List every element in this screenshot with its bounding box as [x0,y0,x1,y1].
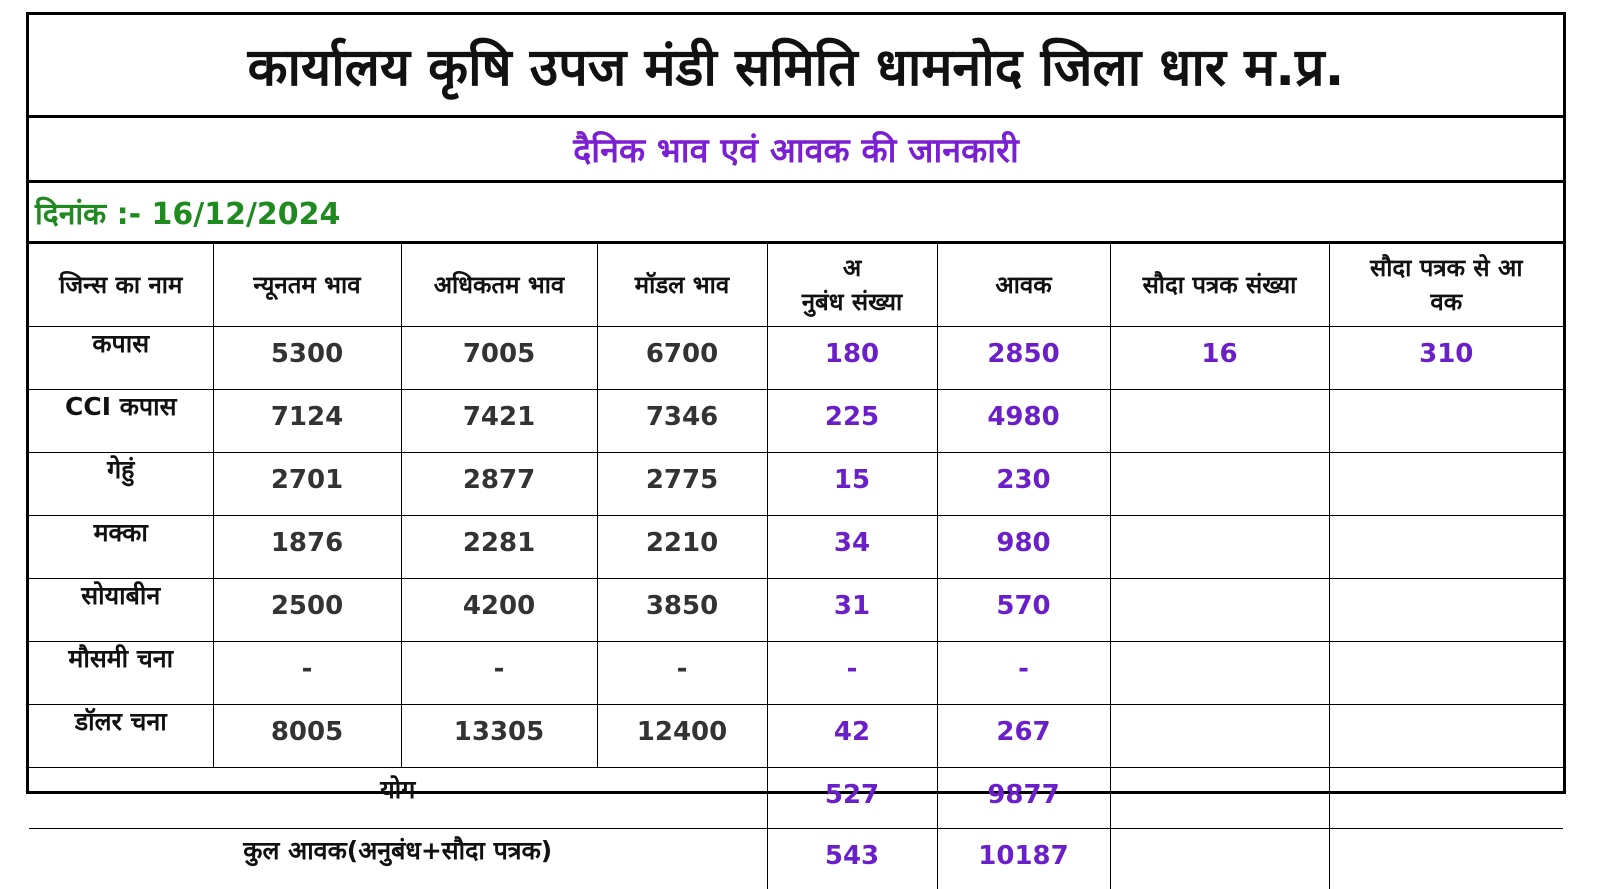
table-row [29,642,1563,705]
max-price: 2877 [401,453,597,516]
commodity-name: कपास [29,327,213,390]
min-price: 8005 [213,705,401,768]
min-price: - [213,642,401,705]
commodity-name: गेहुं [29,453,213,516]
max-price: 7421 [401,390,597,453]
deal-arrival [1329,579,1563,642]
table-row [29,579,1563,642]
grand-total-row [29,829,1563,889]
min-price: 5300 [213,327,401,390]
deal-arrival [1329,642,1563,705]
rates-table [29,244,1563,889]
mandi-rate-sheet [26,12,1566,794]
deal-arrival [1329,390,1563,453]
commodity-name: CCI कपास [29,390,213,453]
deal-count [1110,390,1329,453]
deal-count [1110,453,1329,516]
col-header-commodity: जिन्स का नाम [29,244,213,327]
contract-count: 180 [767,327,937,390]
col-header-min-price: न्यूनतम भाव [213,244,401,327]
deal-count [1110,579,1329,642]
report-subtitle: दैनिक भाव एवं आवक की जानकारी [29,118,1563,183]
grand-total-arrival: 10187 [937,829,1110,889]
col-header-contract-count-line2: नुबंध संख्या [768,285,937,319]
col-header-deal-arrival-line1: सौदा पत्रक से आ [1330,251,1564,285]
table-row [29,453,1563,516]
grand-total-deal-count [1110,829,1329,889]
deal-count [1110,642,1329,705]
table-row [29,705,1563,768]
report-date: दिनांक :- 16/12/2024 [29,183,1563,244]
commodity-name: मक्का [29,516,213,579]
col-header-modal-price: मॉडल भाव [597,244,767,327]
modal-price: 7346 [597,390,767,453]
table-row [29,516,1563,579]
min-price: 2701 [213,453,401,516]
contract-count: 42 [767,705,937,768]
max-price: 7005 [401,327,597,390]
commodity-name: डॉलर चना [29,705,213,768]
col-header-max-price: अधिकतम भाव [401,244,597,327]
total-arrival: 9877 [937,768,1110,829]
min-price: 2500 [213,579,401,642]
deal-count [1110,705,1329,768]
arrival: - [937,642,1110,705]
max-price: 13305 [401,705,597,768]
contract-count: 225 [767,390,937,453]
col-header-deal-count: सौदा पत्रक संख्या [1110,244,1329,327]
total-deal-count [1110,768,1329,829]
modal-price: 2775 [597,453,767,516]
modal-price: 2210 [597,516,767,579]
col-header-contract-count-line1: अ [768,251,937,285]
table-header-row [29,244,1563,327]
deal-count [1110,516,1329,579]
arrival: 230 [937,453,1110,516]
office-title: कार्यालय कृषि उपज मंडी समिति धामनोद जिला धार म.प्र. [29,15,1563,118]
max-price: 4200 [401,579,597,642]
col-header-deal-arrival-line2: वक [1330,285,1564,319]
table-row [29,390,1563,453]
total-row [29,768,1563,829]
contract-count: 15 [767,453,937,516]
col-header-contract-count [767,244,937,327]
min-price: 1876 [213,516,401,579]
max-price: 2281 [401,516,597,579]
total-label: योग [29,768,767,829]
deal-arrival [1329,453,1563,516]
commodity-name: सोयाबीन [29,579,213,642]
deal-arrival: 310 [1329,327,1563,390]
modal-price: 3850 [597,579,767,642]
total-contracts: 527 [767,768,937,829]
modal-price: 6700 [597,327,767,390]
contract-count: - [767,642,937,705]
max-price: - [401,642,597,705]
deal-arrival [1329,516,1563,579]
arrival: 570 [937,579,1110,642]
total-deal-arrival [1329,768,1563,829]
contract-count: 34 [767,516,937,579]
grand-total-label: कुल आवक(अनुबंध+सौदा पत्रक) [29,829,767,889]
table-row [29,327,1563,390]
col-header-deal-arrival [1329,244,1563,327]
commodity-name: मौसमी चना [29,642,213,705]
modal-price: 12400 [597,705,767,768]
grand-total-contracts: 543 [767,829,937,889]
grand-total-deal-arrival [1329,829,1563,889]
modal-price: - [597,642,767,705]
deal-count: 16 [1110,327,1329,390]
col-header-arrival: आवक [937,244,1110,327]
arrival: 2850 [937,327,1110,390]
arrival: 267 [937,705,1110,768]
arrival: 4980 [937,390,1110,453]
contract-count: 31 [767,579,937,642]
arrival: 980 [937,516,1110,579]
min-price: 7124 [213,390,401,453]
deal-arrival [1329,705,1563,768]
